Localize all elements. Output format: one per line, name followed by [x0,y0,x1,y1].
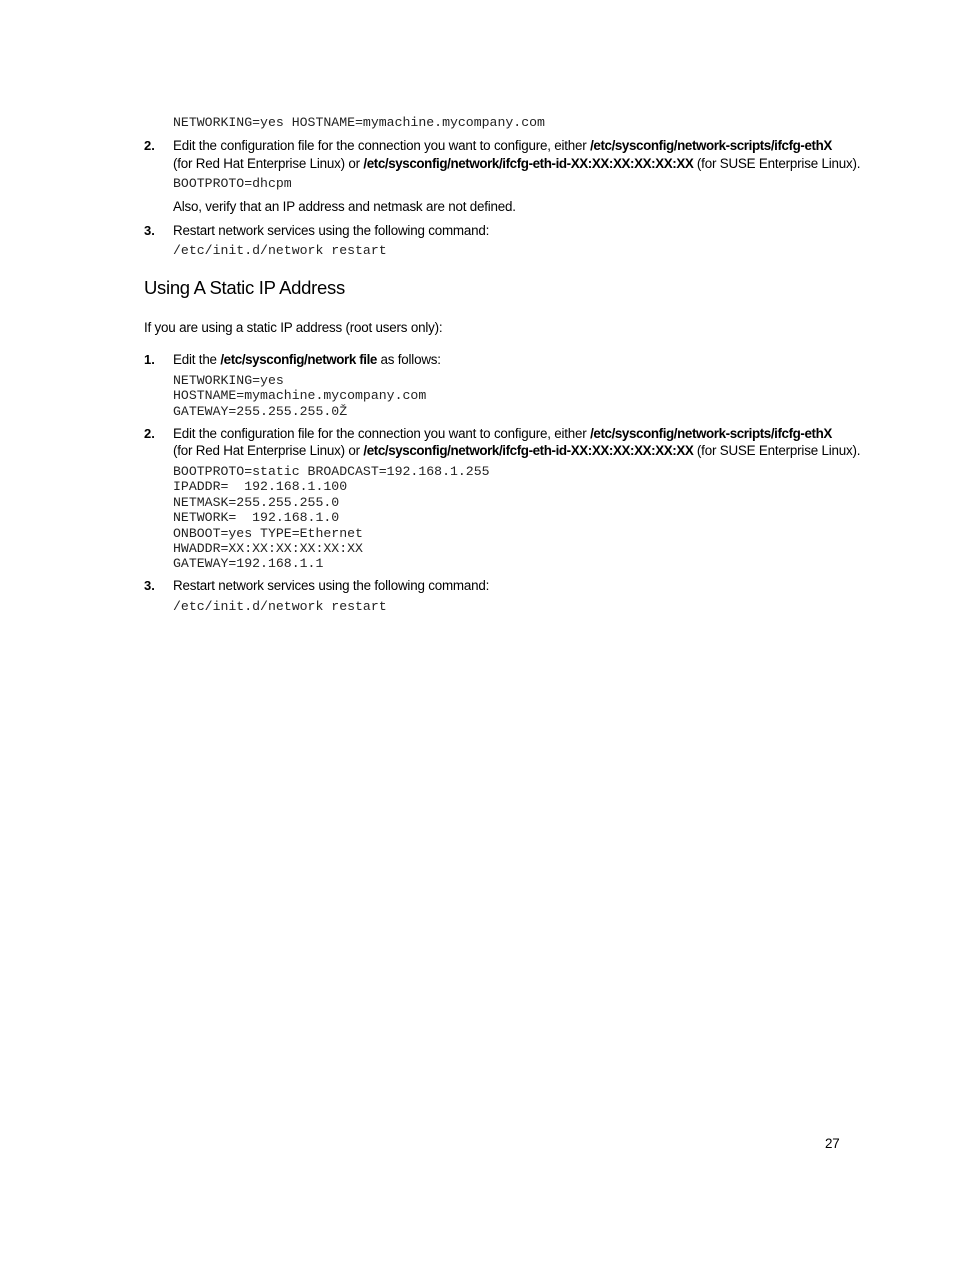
code-static-config: BOOTPROTO=static BROADCAST=192.168.1.255 IPADDR= 192.168.1.100 NETMASK=255.255.255.0 NETWORK= 192.168.1.0 ONBOOT=yes TYPE=Ethernet HWADDR=XX:XX:XX:XX:XX:XX GATEWAY=192.168.1.1 [173,464,490,572]
step-2-text-line2 [173,155,860,172]
step-1-text [173,351,441,368]
code-network-file: NETWORKING=yes HOSTNAME=mymachine.mycompany.com GATEWAY=255.255.255.0Ž [173,373,427,419]
section-heading: Using A Static IP Address [144,277,345,298]
step-number: 2. [144,138,155,153]
step-text: (for SUSE Enterprise Linux). [693,156,861,171]
verify-note: Also, verify that an IP address and netmask are not defined. [173,199,516,214]
step-number: 3. [144,578,155,593]
file-path: /etc/sysconfig/network file [220,352,377,367]
step-text: (for SUSE Enterprise Linux). [693,443,861,458]
section-intro: If you are using a static IP address (root users only): [144,320,443,335]
code-restart: /etc/init.d/network restart [173,243,387,258]
step-3-text: Restart network services using the following command: [173,223,490,238]
page-number: 27 [825,1136,840,1151]
code-bootproto: BOOTPROTO=dhcpm [173,176,292,191]
step-2-text-line2 [173,442,860,459]
step-3-text: Restart network services using the following command: [173,578,490,593]
code-networking-hostname: NETWORKING=yes HOSTNAME=mymachine.mycompany.com [173,115,545,130]
code-restart: /etc/init.d/network restart [173,599,387,614]
step-text: Edit the [173,352,221,367]
step-number: 2. [144,426,155,441]
step-text: Edit the configuration file for the connection you want to configure, either [173,138,591,153]
file-path: /etc/sysconfig/network/ifcfg-eth-id-XX:XX:XX:XX:XX:XX [363,156,694,171]
file-path: /etc/sysconfig/network-scripts/ifcfg-ethX [590,426,832,441]
step-text: (for Red Hat Enterprise Linux) or [173,443,364,458]
step-text: Edit the configuration file for the connection you want to configure, either [173,426,591,441]
step-number: 3. [144,223,155,238]
file-path: /etc/sysconfig/network/ifcfg-eth-id-XX:XX:XX:XX:XX:XX [363,443,694,458]
step-text: (for Red Hat Enterprise Linux) or [173,156,364,171]
step-2-text-line1 [173,425,832,442]
step-text: as follows: [376,352,441,367]
step-2-text-line1 [173,137,832,154]
file-path: /etc/sysconfig/network-scripts/ifcfg-ethX [590,138,832,153]
step-number: 1. [144,352,155,367]
